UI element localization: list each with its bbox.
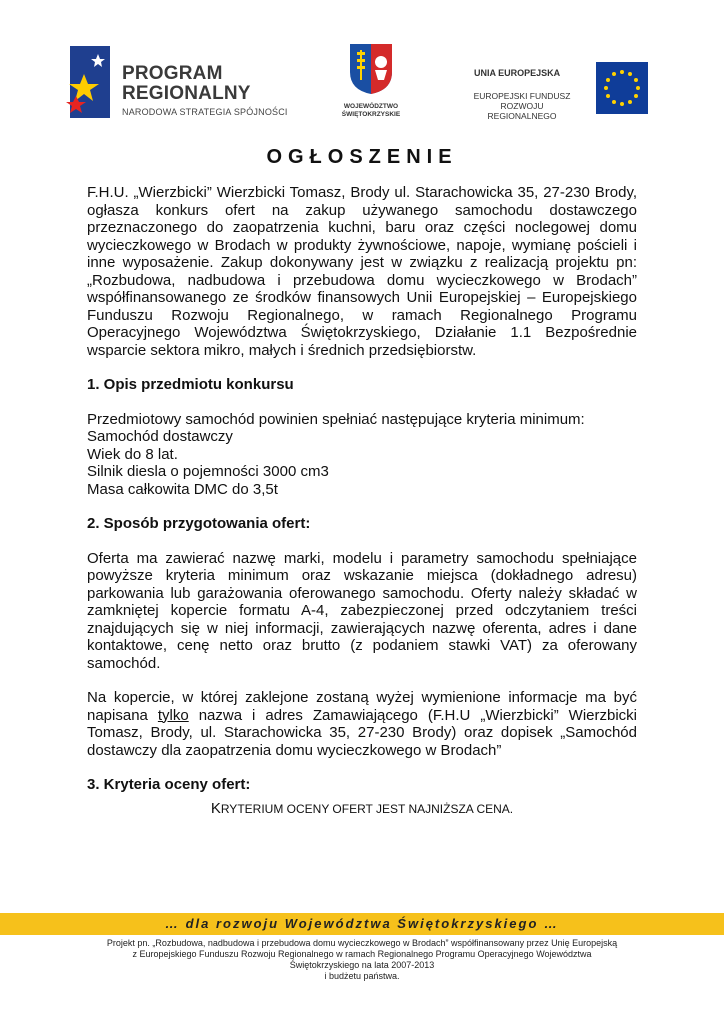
wojewodztwo-logo	[335, 42, 407, 122]
ue-logo-title: UNIA EUROPEJSKA	[474, 68, 561, 78]
footer-note-line3: Świętokrzyskiego na lata 2007-2013	[289, 960, 435, 970]
program-logo-line2: REGIONALNY	[122, 83, 251, 104]
section2-title: 2. Sposób przygotowania ofert:	[87, 515, 311, 532]
footer-note-line4: i budżetu państwa.	[324, 971, 400, 981]
list-item: Silnik diesla o pojemności 3000 cm3	[87, 463, 329, 480]
wojewodztwo-logo-line2: ŚWIĘTOKRZYSKIE	[341, 111, 401, 118]
eu-flag-icon	[596, 62, 648, 114]
announcement-body	[87, 184, 637, 818]
criteria-list	[87, 411, 637, 499]
unia-europejska-logo	[470, 60, 650, 120]
ue-logo-sub1: EUROPEJSKI FUNDUSZ	[473, 91, 571, 101]
header-logos	[0, 0, 724, 140]
evaluation-criterion	[87, 800, 637, 819]
section3-title: 3. Kryteria oceny ofert:	[87, 776, 251, 793]
ue-logo-sub2: ROZWOJU REGIONALNEGO	[487, 101, 557, 121]
program-logo-line3: NARODOWA STRATEGIA SPÓJNOŚCI	[122, 107, 288, 117]
footer-note-line1: Projekt pn. „Rozbudowa, nadbudowa i przebudowa domu wycieczkowego w Brodach” współfinansowany przez Unię Europejską	[106, 938, 618, 948]
page-title: OGŁOSZENIE	[266, 146, 458, 168]
footer-project-note	[0, 938, 724, 982]
program-logo-line1: PROGRAM	[122, 63, 223, 84]
para2-text-after: nazwa i adres Zamawiającego (F.H.U „Wierzbicki” Wierzbicki Tomasz, Brody, ul. Starachowicka 35, 27-230 Brody) oraz dopisek „Samochód dostawczy dla zaopatrzenia domu wycieczkowego w Brodach”	[87, 706, 637, 759]
footer-slogan: … dla rozwoju Województwa Świętokrzyskiego …	[164, 916, 560, 931]
section2-paragraph1: Oferta ma zawierać nazwę marki, modelu i parametry samochodu spełniające powyższe kryteria minimum oraz wskazanie miejsca (dokładnego adresu) parkowania lub garażowania oferowanego samochodu. Oferty należy składać w zamkniętej kopercie formatu A-4, zabezpieczonej przed odczytaniem treści znajdujących się w niej informacji, zawierających nazwę oferenta, adres i dane kontaktowe, cenę netto oraz brutto (z podaniem stawki VAT) za oferowany samochód.	[87, 549, 637, 672]
wojewodztwo-logo-line1: WOJEWÓDZTWO	[343, 103, 399, 110]
criterion-text: RYTERIUM OCENY OFERT JEST NAJNIŻSZA CENA.	[220, 801, 514, 816]
program-regionalny-logo	[62, 44, 302, 124]
section2-paragraph2	[87, 689, 637, 759]
criterion-initial: K	[210, 799, 221, 817]
list-item: Samochód dostawczy	[87, 428, 233, 445]
list-item: Wiek do 8 lat.	[87, 445, 178, 463]
para2-underlined-word: tylko	[157, 706, 189, 724]
intro-paragraph: F.H.U. „Wierzbicki” Wierzbicki Tomasz, Brody ul. Starachowicka 35, 27-230 Brody, ogłasza konkurs ofert na zakup używanego samochodu dostawczego przeznaczonego do zaopatrzenia kuchni, baru oraz części noclegowej domu wycieczkowego w Brodach w produkty żywnościowe, napoje, wymianę pościeli i inne wyposażenie. Zakup dokonywany jest w związku z realizacją projektu pn: „Rozbudowa, nadbudowa i przebudowa domu wycieczkowego w Brodach” współfinansowanego ze środków finansowych Unii Europejskiej – Europejskiego Funduszu Rozwoju Regionalnego, w ramach Regionalnego Programu Operacyjnego Województwa Świętokrzyskiego, Działanie 1.1 Bezpośrednie wsparcie sektora mikro, małych i średnich przedsiębiorstw.	[87, 184, 637, 359]
list-item: Masa całkowita DMC do 3,5t	[87, 480, 278, 498]
wojewodztwo-coat-of-arms-icon	[348, 42, 394, 96]
criteria-lead: Przedmiotowy samochód powinien spełniać następujące kryteria minimum:	[87, 410, 585, 428]
footer-note-line2: z Europejskiego Funduszu Rozwoju Regionalnego w ramach Regionalnego Programu Operacyjnego Województwa	[132, 949, 592, 959]
program-star-emblem-icon	[62, 44, 112, 120]
para2-text-before: Na kopercie, w której zaklejone zostaną wyżej wymienione informacje ma być napisana	[87, 689, 637, 724]
section1-title: 1. Opis przedmiotu konkursu	[87, 376, 294, 393]
